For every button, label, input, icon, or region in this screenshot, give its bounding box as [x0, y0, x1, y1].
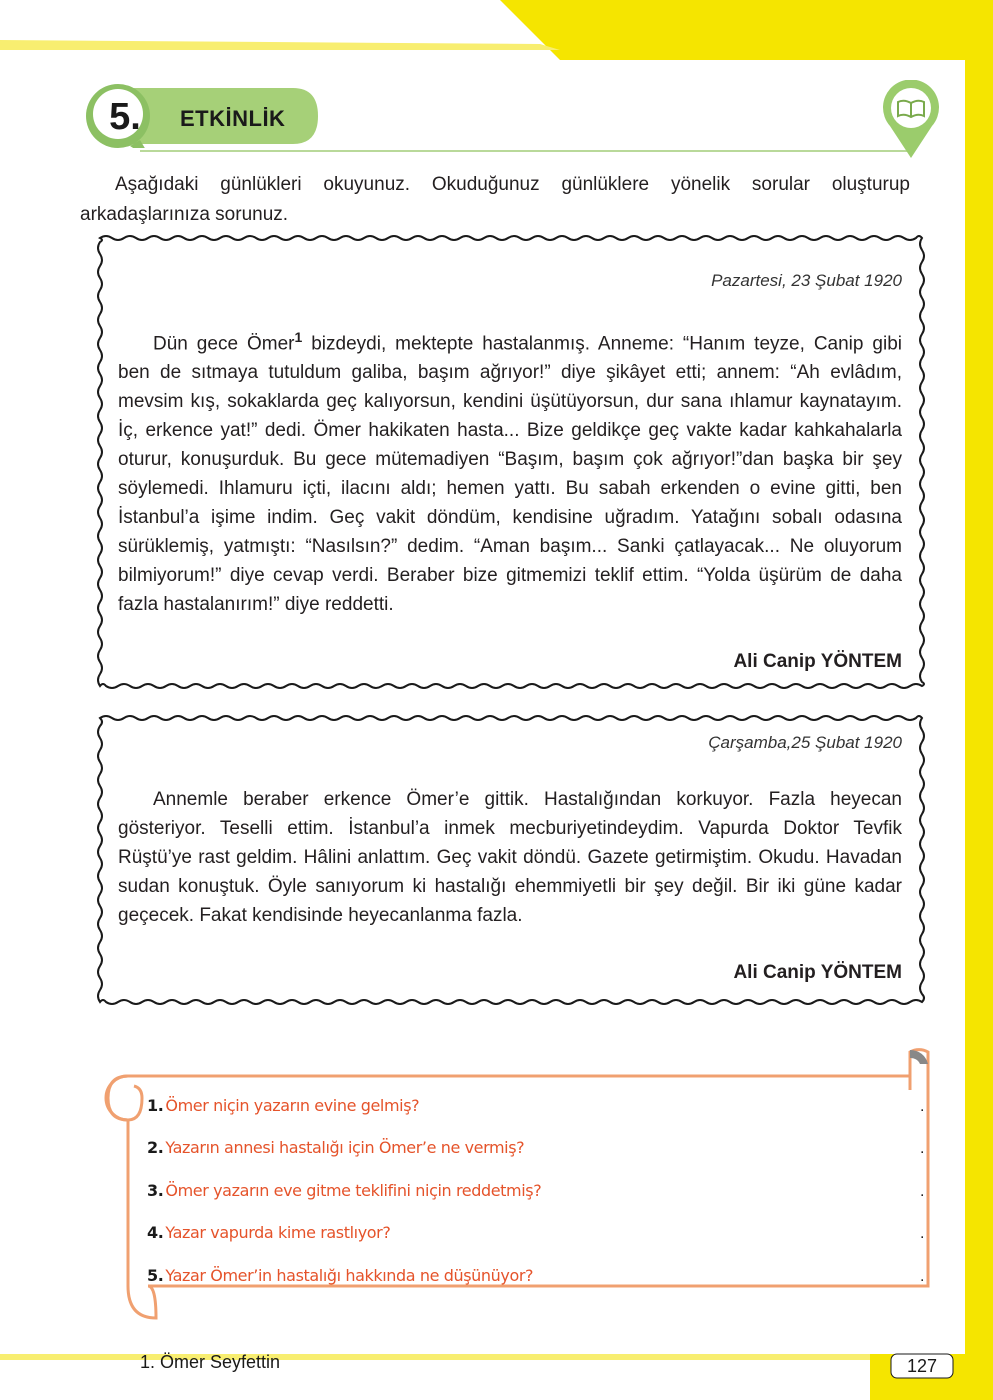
activity-title: ETKİNLİK — [180, 106, 286, 131]
question-item: 1. Ömer niçin yazarın evine gelmiş? — [147, 1096, 420, 1115]
footnote-mark: 1 — [294, 329, 303, 345]
diary-author: Ali Canip YÖNTEM — [733, 651, 902, 673]
footnote: 1. Ömer Seyfettin — [140, 1352, 281, 1372]
question-item: 3. Ömer yazarın eve gitme teklifini niçin reddetmiş? — [147, 1181, 542, 1200]
book-icon — [876, 80, 946, 160]
header-divider — [140, 150, 910, 152]
diary-entry-1 — [118, 266, 902, 676]
question-item: 4. Yazar vapurda kime rastlıyor? — [147, 1223, 391, 1242]
top-yellow-band — [0, 0, 993, 60]
question-end-dot: . — [920, 1268, 925, 1285]
diary-date: Çarşamba,25 Şubat 1920 — [708, 733, 902, 752]
right-yellow-band — [965, 0, 993, 1400]
activity-instruction: Aşağıdaki günlükleri okuyunuz. Okuduğunuz günlüklere yönelik sorular oluşturup arkadaşlarınıza sorunuz. — [80, 174, 910, 225]
question-end-dot: . — [920, 1225, 925, 1242]
question-item: 5. Yazar Ömer’in hastalığı hakkında ne düşünüyor? — [147, 1266, 534, 1285]
question-end-dot: . — [920, 1140, 925, 1157]
diary-entry-2 — [118, 728, 902, 987]
question-item: 2. Yazarın annesi hastalığı için Ömer’e ne vermiş? — [147, 1138, 525, 1157]
question-end-dot: . — [920, 1183, 925, 1200]
page-number: 127 — [906, 1356, 938, 1376]
diary-body: Annemle beraber erkence Ömer’e gittik. Hastalığından korkuyor. Fazla heyecan gösteriyor. Teselli ettim. İstanbul’a inmek mecburiyetindeydim. Vapurda Doktor Tevfik Rüştü’ye rast geldim. Hâlini anlattım. Geç vakit döndü. Gazete getirmiştim. Okudu. Havadan sudan konuştuk. Öyle sanıyorum ki hastalığı ehemmiyetli bir şey değil. Bir iki güne kadar geçecek. Fakat kendisinde heyecanlanma fazla. — [118, 789, 902, 926]
diary-date: Pazartesi, 23 Şubat 1920 — [711, 271, 902, 290]
question-end-dot: . — [920, 1098, 925, 1115]
diary-author: Ali Canip YÖNTEM — [733, 962, 902, 983]
activity-number: 5. — [109, 96, 141, 138]
diary-body: Dün gece Ömer$^1$ bizdeydi, mektepte hastalanmış. Anneme: “Hanım teyze, Canip gibi ben de sıtmaya tutuldum galiba, başım ağrıyor!” diye şikâyet etti; annem: “Ah evlâdım, mevsim kış, sokaklarda geç kalıyorsun, kendini üşütüyorsun, dur sana ıhlamur kaynatayım. İç, erkence yat!” dedi. Ömer hakikaten hasta... Bize geldikçe geç vakte kadar kahkahalarla oturur, konuşurduk. Bu gece mütemadiyen “Başım, başım çok ağrıyor!”dan başka bir şey söylemedi. Ihlamuru içti, ilacını aldı; hemen yattı. Bu sabah erkenden o evine gitti, ben İstanbul’a işime indim. Geç vakit döndüm, kendisine uğradım. Yatağını sobalı odasına sürüklemiş, yatmıştı: “Nasılsın?” dedim. “Aman başım... Sanki çatlayacak... Ne oluyorum bilmiyorum!” diye cevap verdi. Beraber bize gitmemizi teklif ettim. “Yolda üşürüm de daha fazla hastalanırım!” diye reddetti. — [118, 329, 902, 616]
